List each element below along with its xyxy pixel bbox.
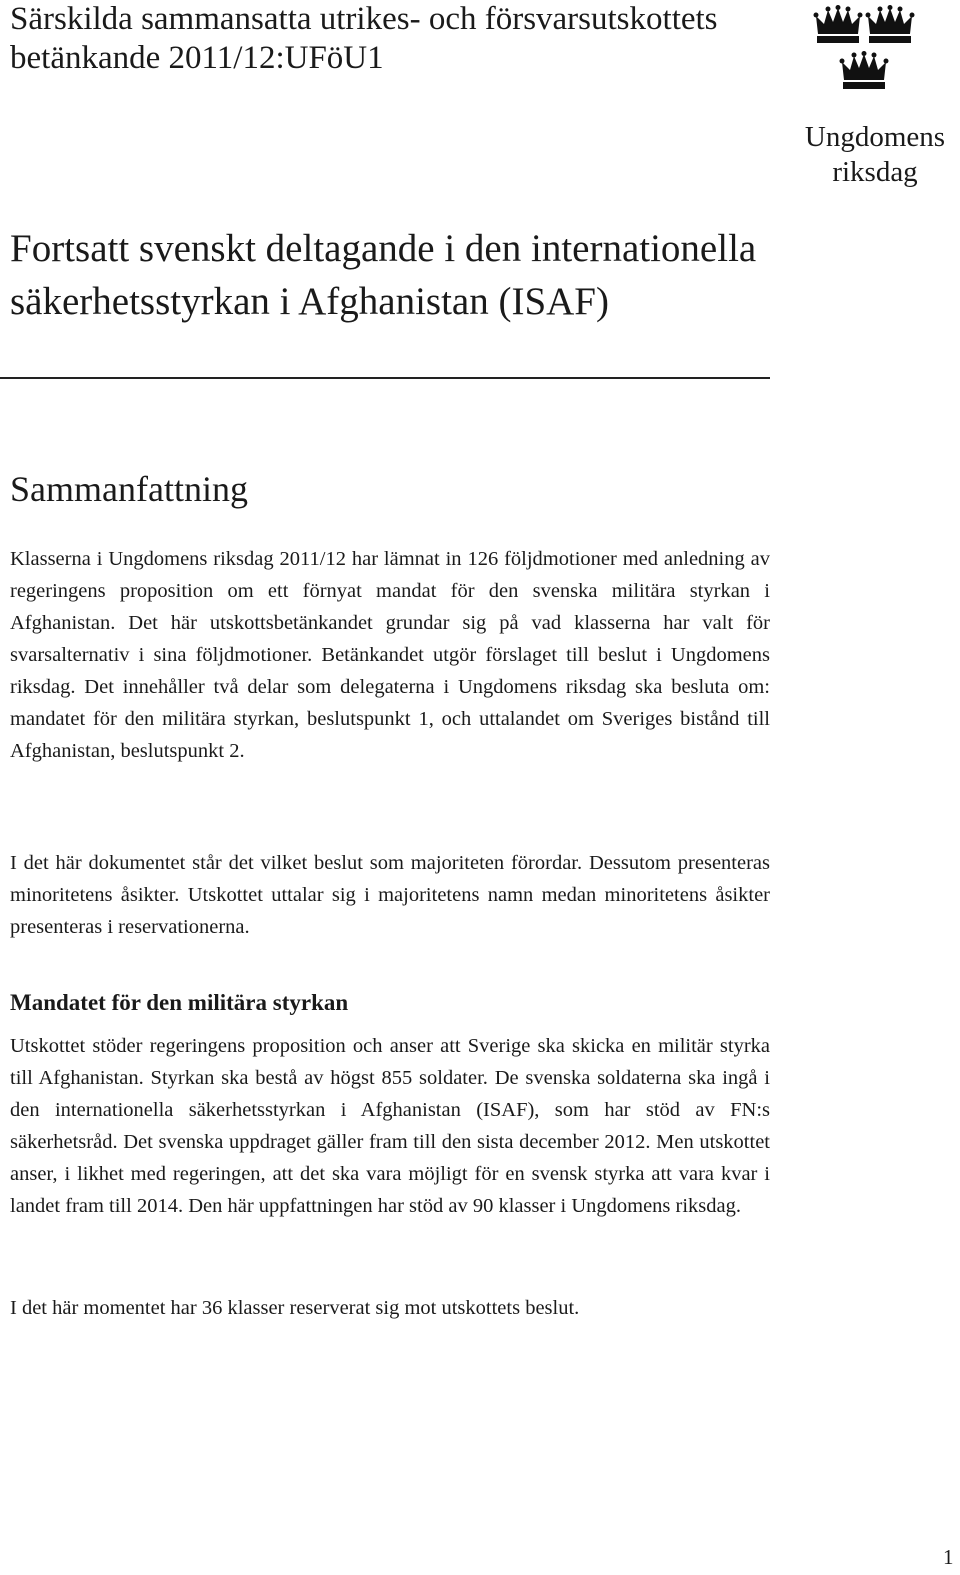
summary-paragraph-2: I det här dokumentet står det vilket beslut som majoriteten förordar. Dessutom presenteras minoritetens åsikter. Utskottet uttalar sig i majoritetens namn medan minoritetens åsikter presenteras i reservationerna. — [10, 852, 770, 938]
report-title: Särskilda sammansatta utrikes- och försvarsutskottets betänkande 2011/12:UFöU1 — [10, 1, 718, 76]
logo-text — [800, 120, 950, 190]
three-crowns-icon — [808, 2, 918, 92]
page-number: 1 — [943, 1545, 954, 1569]
mandate-paragraph-1: Utskottet stöder regeringens proposition och anser att Sverige ska skicka en militär styrka till Afghanistan. Styrkan ska bestå av högst 855 soldater. De svenska soldaterna ska ingå i den internationella säkerhetsstyrkan i Afghanistan (ISAF), som har stöd av FN:s säkerhetsråd. Det svenska uppdraget gäller fram till den sista december 2012. Men utskottet anser, i likhet med regeringen, att det ska vara möjligt för en svensk styrka att vara kvar i landet fram till 2014. Den här uppfattningen har stöd av 90 klasser i Ungdomens riksdag. — [10, 1035, 770, 1217]
document-title: Fortsatt svenskt deltagande i den internationella säkerhetsstyrkan i Afghanistan (ISAF) — [10, 227, 757, 323]
mandate-paragraph-2: I det här momentet har 36 klasser reserverat sig mot utskottets beslut. — [10, 1297, 580, 1319]
summary-paragraph-1: Klasserna i Ungdomens riksdag 2011/12 har lämnat in 126 följdmotioner med anledning av regeringens proposition om ett förnyat mandat för den svenska militära styrkan i Afghanistan. Det här utskottsbetänkandet grundar sig på vad klasserna har valt för svarsalternativ i sina följdmotioner. Betänkandet utgör förslaget till beslut i Ungdomens riksdag. Det innehåller två delar som delegaterna i Ungdomens riksdag ska besluta om: mandatet för den militära styrkan, beslutspunkt 1, och uttalandet om Sveriges bistånd till Afghanistan, beslutspunkt 2. — [10, 548, 770, 762]
logo-line-2: riksdag — [832, 156, 918, 188]
title-divider — [0, 377, 770, 379]
summary-heading: Sammanfattning — [10, 469, 248, 509]
mandate-heading: Mandatet för den militära styrkan — [10, 990, 349, 1015]
logo-line-1: Ungdomens — [804, 121, 946, 153]
